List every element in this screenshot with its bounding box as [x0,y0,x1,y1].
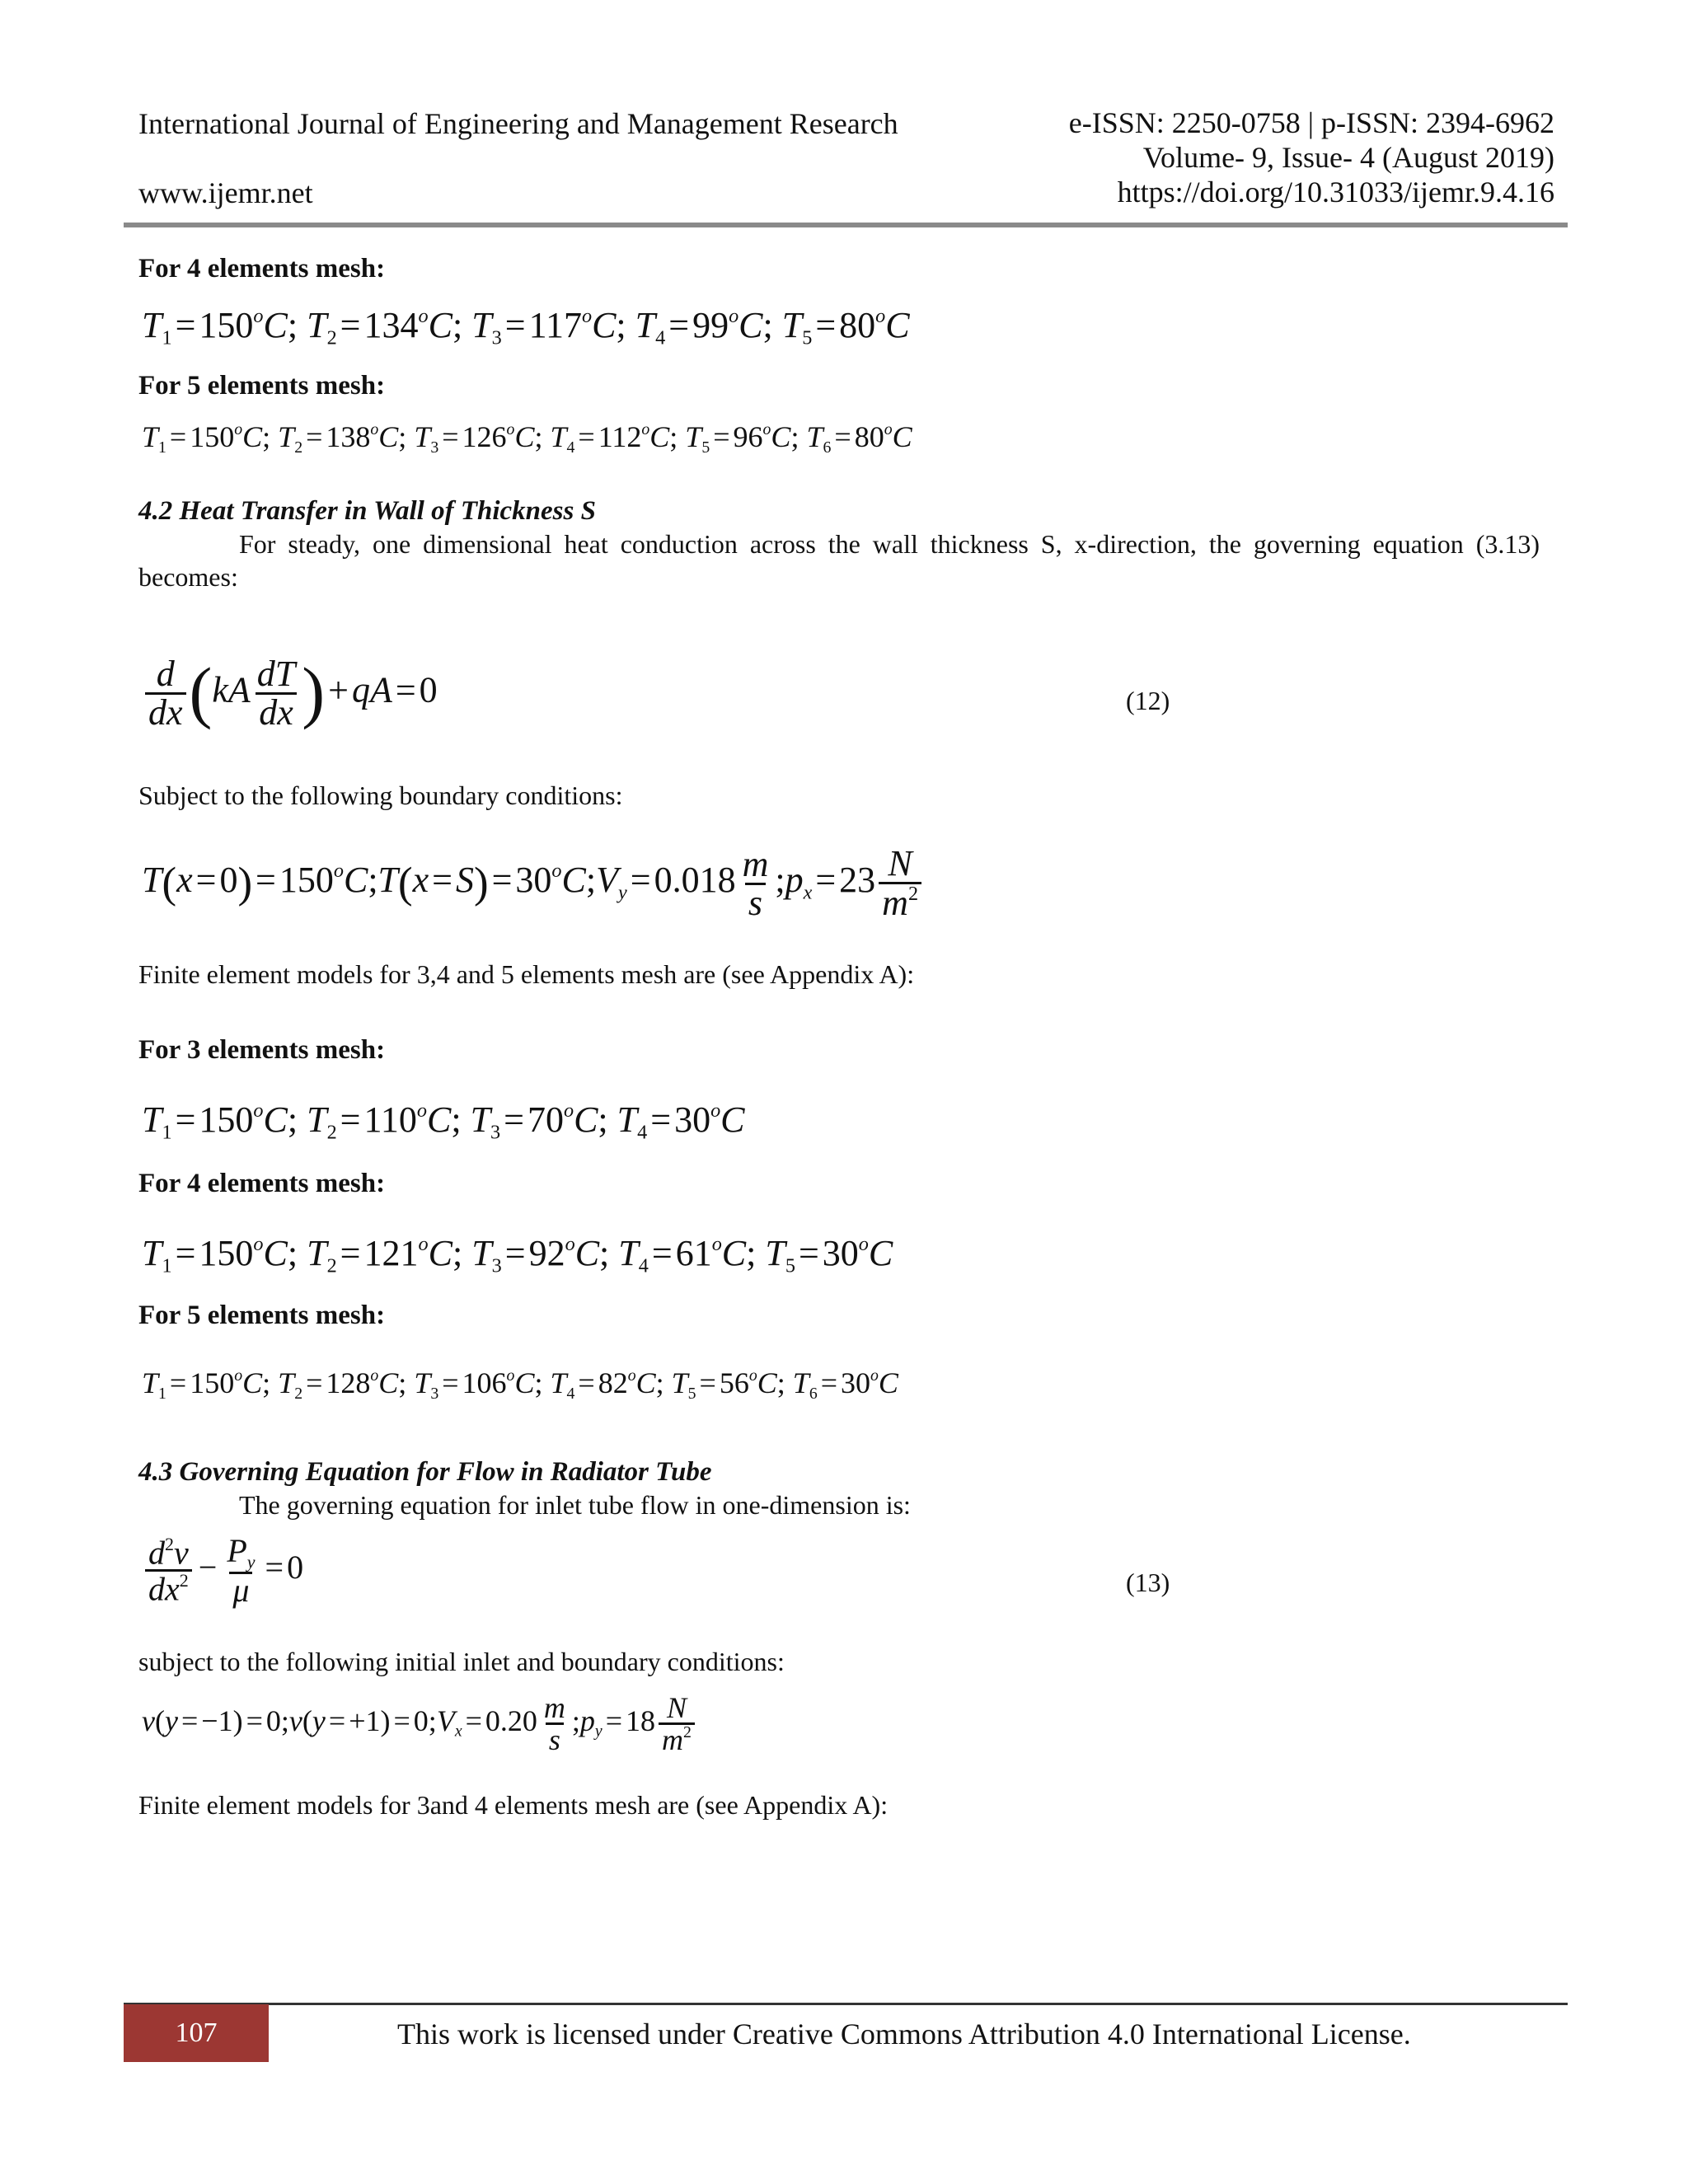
mesh5-heading-b: For 5 elements mesh: [138,1301,386,1330]
footer-rule [124,2003,1568,2005]
equation-13: $\frac{d^2v}{dx^2}$ − $\frac{P_y}{\mu}$ = 0 [142,1535,303,1607]
boundary-conditions-equation: $T(x=0)=150^oC;T(x=S)=30^oC;V_y=0.018$ $\frac{m}{s}$ $;p_x=23$ $\frac{N}{m^2}$ [142,846,925,921]
mesh5-heading-a: For 5 elements mesh: [138,371,386,401]
header-rule [124,223,1568,227]
mesh5-equation-b: $T_1 = 150^oC$; $T_2 = 128^oC$; $T_3 = 106^oC$; $T_4 = 82^oC$; $T_5 = 56^oC$; $T_6 = 30^oC$ [142,1366,898,1403]
mesh3-equation-b: $T_1=150^oC$; $T_2=110^oC$; $T_3=70^oC$; $T_4=30^oC$ [142,1099,745,1144]
journal-name: International Journal of Engineering and Management Research [138,107,898,140]
header-right [1069,105,1554,209]
mesh4-equation-a: $T_1=150^oC$; $T_2=134^oC$; $T_3=117^oC$; $T_4=99^oC$; $T_5=80^oC$ [142,305,910,349]
mesh4-heading-b: For 4 elements mesh: [138,1169,386,1198]
section-4-3-title: 4.3 Governing Equation for Flow in Radiator Tube [138,1457,712,1487]
mesh3-heading-b: For 3 elements mesh: [138,1035,386,1065]
page-number: 107 [124,2004,269,2062]
fem-models-text-b: Finite element models for 3and 4 elements mesh are (see Appendix A): [138,1790,889,1820]
section-4-2-intro: For steady, one dimensional heat conduction across the wall thickness S, x-direction, the governing equation (3.13) becomes: [138,529,1540,592]
doi-link[interactable]: https://doi.org/10.31033/ijemr.9.4.16 [1117,176,1554,209]
volume-issue: Volume- 9, Issue- 4 (August 2019) [1142,141,1554,174]
section-4-3-intro: The governing equation for inlet tube flow in one-dimension is: [239,1490,911,1520]
header-left [138,105,898,211]
initial-conditions-equation: v(y = −1) = 0;v(y = $+1) = 0;V_x = 0.20$ $\frac{m}{s}$ $;p_y = 18$ $\frac{N}{m^2}$ [142,1693,698,1755]
equation-13-number: (13) [1126,1568,1170,1597]
equation-12-number: (12) [1126,686,1170,715]
equation-12: $\frac{d}{dx}$ (kA $\frac{dT}{dx}$ )+qA=0 [142,656,438,731]
issn: e-ISSN: 2250-0758 | p-ISSN: 2394-6962 [1068,106,1554,139]
license-text: This work is licensed under Creative Commons Attribution 4.0 International License. [397,2018,1411,2050]
mesh4-heading-a: For 4 elements mesh: [138,254,386,284]
mesh5-equation-a: $T_1 = 150^oC$; $T_2 = 138^oC$; $T_3 = 126^oC$; $T_4 = 112^oC$; $T_5 = 96^oC$; $T_6 = 80^oC$ [142,420,912,457]
boundary-conditions-text: Subject to the following boundary conditions: [138,780,623,810]
mesh4-equation-b: $T_1=150^oC$; $T_2=121^oC$; $T_3=92^oC$; $T_4=61^oC$; $T_5=30^oC$ [142,1233,893,1277]
initial-conditions-text: subject to the following initial inlet and boundary conditions: [138,1647,785,1676]
section-4-2-title: 4.2 Heat Transfer in Wall of Thickness S [138,496,596,526]
fem-models-text-a: Finite element models for 3,4 and 5 elements mesh are (see Appendix A): [138,959,915,989]
journal-website[interactable]: www.ijemr.net [138,176,313,209]
